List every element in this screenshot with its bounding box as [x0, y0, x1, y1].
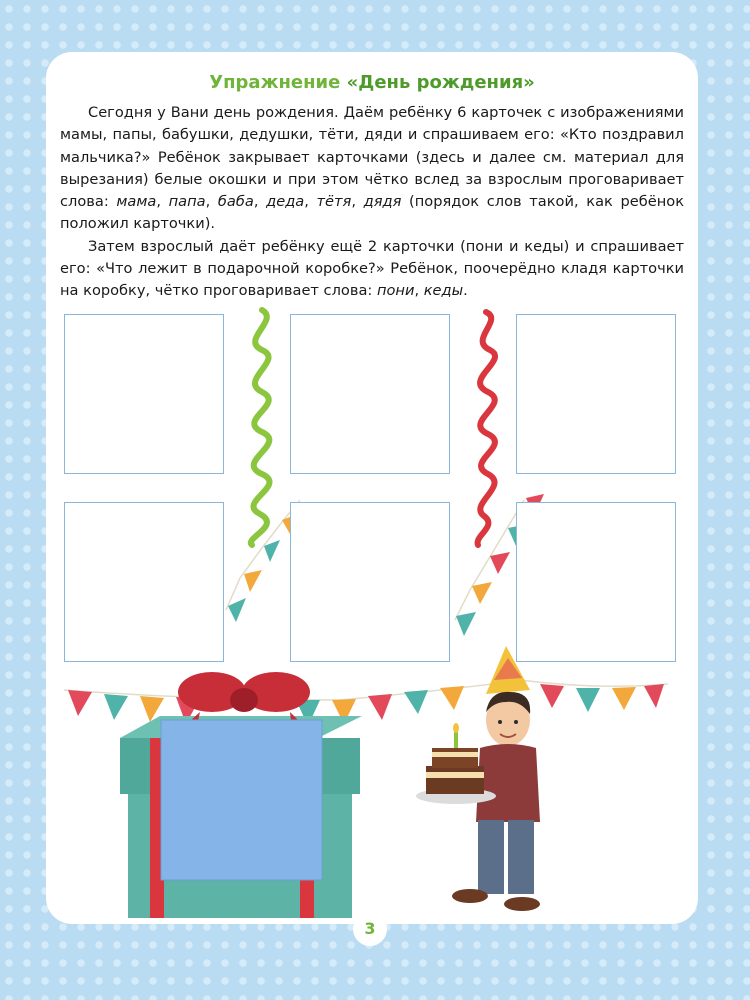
word-tyotya: тётя [316, 193, 352, 211]
red-ribbon-icon [478, 312, 495, 545]
title-prefix: Упражнение [209, 72, 341, 93]
card-slot-3[interactable] [516, 314, 676, 474]
word-dyadya: дядя [363, 193, 402, 211]
green-ribbon-icon [251, 310, 270, 545]
card-slot-1[interactable] [64, 314, 224, 474]
word-mama: мама [116, 193, 157, 211]
word-baba: баба [217, 193, 254, 211]
page-number: 3 [353, 912, 387, 946]
word-poni: пони [376, 282, 415, 300]
word-deda: деда [266, 193, 305, 211]
paragraph-2: Затем взрослый даёт ребёнку ещё 2 карточки (пони и кеды) и спрашивает его: «Что лежит в подарочной коробке?» Ребёнок, поочерёдно кладя карточки на коробку, чётко проговаривает слова: пони, кеды. [60, 237, 684, 300]
card-slot-4[interactable] [64, 502, 224, 662]
card-slot-6[interactable] [516, 502, 676, 662]
paragraph-1: Сегодня у Вани день рождения. Даём ребёнку 6 карточек с изображениями мамы, папы, бабушки, дедушки, тёти, дяди и спрашиваем его: «Кто поздравил мальчика?» Ребёнок закрывает карточками (здесь и далее см. материал для вырезания) белые окошки и при этом чётко вслед за взрослым проговаривает слова: мама, папа, баба, деда, тётя, дядя (порядок слов такой, как ребёнок положил карточки). [60, 104, 685, 233]
card-slot-5[interactable] [290, 502, 450, 662]
card-slot-2[interactable] [290, 314, 450, 474]
word-kedy: кеды [423, 282, 464, 300]
title-name: «День рождения» [346, 72, 535, 93]
word-papa: папа [168, 193, 206, 211]
gift-card-slot [161, 720, 322, 880]
